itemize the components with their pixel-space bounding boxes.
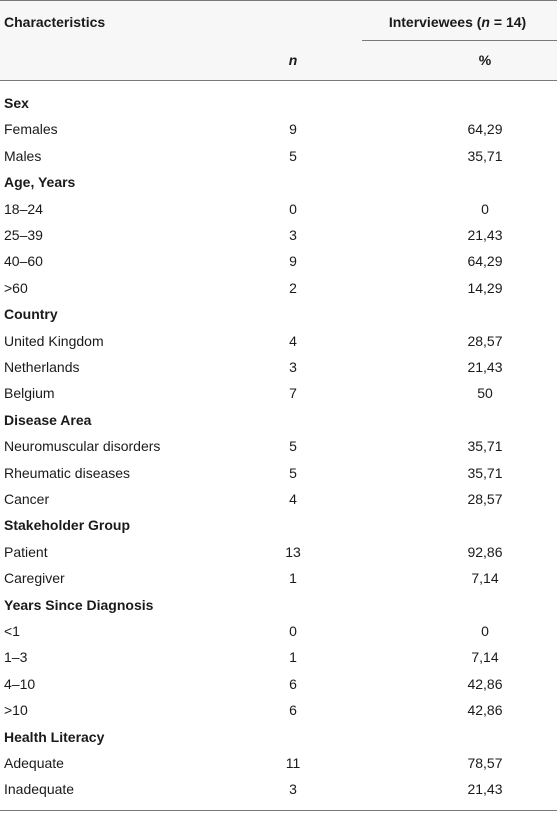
row-pct-value: 50: [477, 385, 493, 401]
row-label: 40–60: [4, 253, 43, 269]
row-n-value: 9: [289, 253, 297, 269]
row-label: Inadequate: [4, 781, 75, 797]
bottom-rule: [0, 810, 557, 811]
row-n-value: 6: [289, 676, 297, 692]
row-n-value: 3: [289, 359, 297, 375]
group-heading: Country: [4, 306, 58, 322]
row-pct-value: 64,29: [467, 121, 503, 137]
row-label: >10: [4, 702, 28, 718]
row-n-value: 7: [289, 385, 297, 401]
row-pct-value: 28,57: [467, 333, 503, 349]
header-interviewees-n: n: [481, 14, 490, 30]
row-label: 18–24: [4, 201, 43, 217]
row-pct-value: 64,29: [467, 253, 503, 269]
row-label: Adequate: [4, 755, 64, 771]
row-n-value: 2: [289, 280, 297, 296]
row-label: Patient: [4, 544, 48, 560]
row-pct-value: 92,86: [467, 544, 503, 560]
row-pct-value: 35,71: [467, 465, 503, 481]
row-pct-value: 21,43: [467, 359, 503, 375]
row-label: >60: [4, 280, 28, 296]
row-pct-value: 35,71: [467, 438, 503, 454]
row-n-value: 1: [289, 570, 297, 586]
row-pct-value: 0: [481, 201, 489, 217]
row-pct-value: 42,86: [467, 676, 503, 692]
row-pct-value: 21,43: [467, 781, 503, 797]
row-n-value: 13: [285, 544, 301, 560]
row-n-value: 0: [289, 201, 297, 217]
row-n-value: 3: [289, 227, 297, 243]
top-rule: [0, 0, 557, 1]
row-label: Cancer: [4, 491, 50, 507]
row-label: <1: [4, 623, 20, 639]
header-interviewees-suffix: = 14): [489, 14, 527, 30]
header-spanner-rule: [362, 40, 557, 41]
group-heading: Disease Area: [4, 412, 92, 428]
row-pct-value: 7,14: [471, 649, 499, 665]
row-label: Belgium: [4, 385, 55, 401]
row-n-value: 4: [289, 333, 297, 349]
row-n-value: 6: [289, 702, 297, 718]
row-label: Males: [4, 148, 42, 164]
row-pct-value: 14,29: [467, 280, 503, 296]
row-label: 25–39: [4, 227, 43, 243]
row-n-value: 11: [285, 755, 301, 771]
row-pct-value: 78,57: [467, 755, 503, 771]
group-heading: Sex: [4, 95, 29, 111]
row-n-value: 1: [289, 649, 297, 665]
row-n-value: 4: [289, 491, 297, 507]
row-pct-value: 21,43: [467, 227, 503, 243]
group-heading: Years Since Diagnosis: [4, 597, 154, 613]
group-heading: Age, Years: [4, 174, 76, 190]
header-col-pct: %: [478, 52, 492, 68]
row-n-value: 5: [289, 438, 297, 454]
row-pct-value: 7,14: [471, 570, 499, 586]
group-heading: Health Literacy: [4, 729, 105, 745]
header-interviewees: [362, 13, 553, 31]
row-pct-value: 0: [481, 623, 489, 639]
row-pct-value: 42,86: [467, 702, 503, 718]
group-heading: Stakeholder Group: [4, 517, 131, 533]
header-col-n: n: [288, 52, 298, 68]
row-n-value: 9: [289, 121, 297, 137]
header-characteristics: Characteristics: [4, 14, 106, 30]
header-bottom-rule: [0, 80, 557, 81]
row-n-value: 5: [289, 465, 297, 481]
header-interviewees-prefix: Interviewees (: [388, 14, 482, 30]
row-n-value: 3: [289, 781, 297, 797]
row-n-value: 5: [289, 148, 297, 164]
row-label: 4–10: [4, 676, 36, 692]
row-label: Neuromuscular disorders: [4, 438, 161, 454]
row-label: Rheumatic diseases: [4, 465, 131, 481]
row-label: 1–3: [4, 649, 28, 665]
row-label: United Kingdom: [4, 333, 104, 349]
row-label: Netherlands: [4, 359, 80, 375]
row-label: Caregiver: [4, 570, 65, 586]
row-pct-value: 28,57: [467, 491, 503, 507]
row-n-value: 0: [289, 623, 297, 639]
row-label: Females: [4, 121, 58, 137]
row-pct-value: 35,71: [467, 148, 503, 164]
